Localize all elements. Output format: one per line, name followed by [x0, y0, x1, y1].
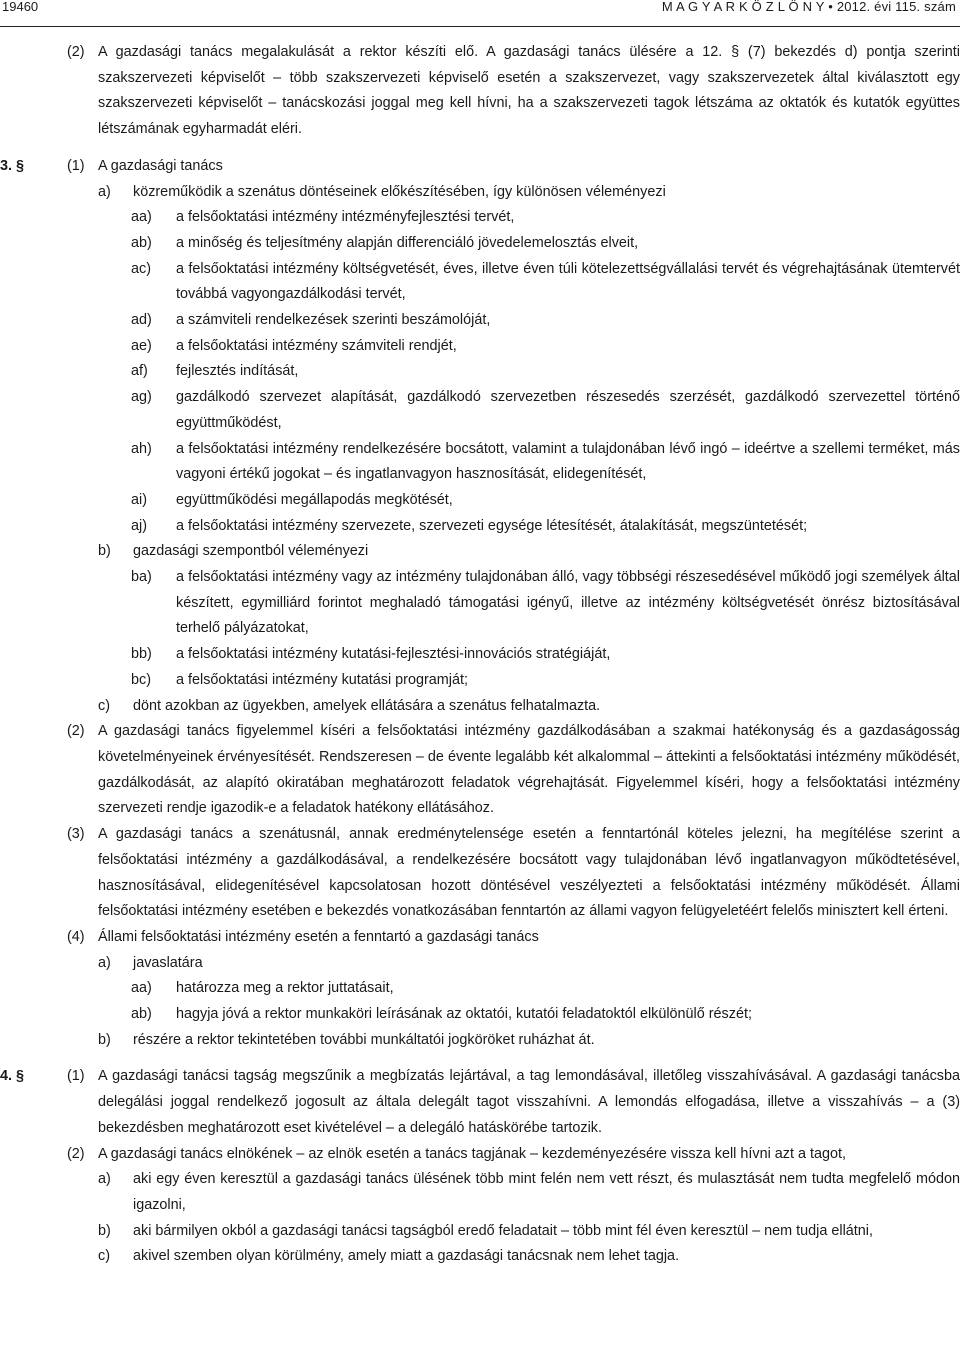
item-label: b): [98, 1222, 111, 1239]
item-label: (2): [67, 723, 85, 740]
section-number: 3. §: [0, 157, 25, 174]
item-text: A gazdasági tanács elnökének – az elnök esetén a tanács tagjának – kezdeményezésére vissza kell hívni azt a tagot,: [98, 1145, 846, 1162]
item-text: A gazdasági tanács megalakulását a rektor készíti elő. A gazdasági tanács ülésére a 12. § (7) bekezdés d) pontja szerinti szakszervezeti képviselőt – több szakszervezeti képviselő esetén a szakszervezet, vagy szakszervezetek által kiválasztott egy szakszervezeti képviselőt – tanácskozási joggal meg kell hívni, ha a szakszervezeti tagok létszáma az oktatók és kutatók együttes létszámának egyharmadát eléri.: [98, 44, 960, 138]
item-text: dönt azokban az ügyekben, amelyek ellátására a szenátus felhatalmazta.: [133, 697, 601, 714]
item-text: a felsőoktatási intézmény intézményfejlesztési tervét,: [176, 209, 515, 226]
section-gap: [0, 1053, 960, 1064]
list-item: [0, 1167, 960, 1218]
item-label: (3): [67, 826, 85, 843]
item-text: a felsőoktatási intézmény költségvetését, éves, illetve éven túli kötelezettségvállalási tervét és végrehajtásának ütemtervét továbbá vagyongazdálkodási tervét,: [176, 260, 960, 303]
item-text: a felsőoktatási intézmény vagy az intézmény tulajdonában álló, vagy többségi részesedésével működő jogi személyek által készített, egymilliárd forintot meghaladó támogatási igényű, illetve az intézmény költségvetését önrész biztosításával terhelő pályázatokat,: [176, 569, 960, 637]
document-body: [0, 40, 960, 1270]
sub-list-item: [0, 488, 960, 514]
page-number: 19460: [2, 0, 39, 14]
item-text: a felsőoktatási intézmény kutatási programját;: [176, 671, 468, 688]
paragraph: [0, 1064, 960, 1141]
sub-list-item: [0, 385, 960, 436]
item-label: ag): [131, 389, 152, 406]
item-label: (1): [67, 1068, 85, 1085]
item-text: határozza meg a rektor juttatásait,: [176, 980, 394, 997]
item-label: a): [98, 1171, 111, 1188]
item-text: aki bármilyen okból a gazdasági tanácsi tagságból eredő feladatait – több mint fél éven keresztül – nem tudja ellátni,: [133, 1222, 873, 1239]
item-label: ab): [131, 1006, 152, 1023]
section: [0, 154, 960, 1054]
item-text: aki egy éven keresztül a gazdasági tanács ülésének több mint felén nem vett részt, és mulasztását nem tudta megfelelő módon igazolni,: [133, 1171, 960, 1213]
page-header: [0, 0, 960, 27]
sub-list-item: [0, 1002, 960, 1028]
sub-list-item: [0, 257, 960, 308]
item-label: (2): [67, 44, 85, 60]
item-label: af): [131, 363, 148, 380]
item-text: a felsőoktatási intézmény rendelkezésére bocsátott, valamint a tulajdonában lévő ingó – ideértve a szellemi terméket, más vagyoni értékű jogokat – és ingatlanvagyon hasznosítását, elidegenítését,: [176, 440, 960, 483]
item-text: a számviteli rendelkezések szerinti beszámolóját,: [176, 312, 491, 329]
paragraph: [0, 1142, 960, 1168]
sub-list-item: [0, 514, 960, 540]
item-label: ai): [131, 491, 147, 508]
item-label: (2): [67, 1145, 85, 1162]
item-label: aa): [131, 980, 152, 997]
sub-list-item: [0, 642, 960, 668]
paragraph: [0, 40, 960, 143]
item-text: A gazdasági tanácsi tagság megszűnik a megbízatás lejártával, a tag lemondásával, illetőleg visszahívásával. A gazdasági tanácsba delegálási joggal rendelkező jogosult az általa delegált tagot visszahívni. A lemondás elfogadása, illetve a visszahívás – a (3) bekezdésben meghatározott eset kivételével – a delegáló hatáskörébe tartozik.: [98, 1068, 960, 1136]
list-item: [0, 1028, 960, 1054]
list-item: [0, 694, 960, 720]
list-item: [0, 951, 960, 977]
item-label: ac): [131, 260, 151, 277]
item-label: aj): [131, 517, 147, 534]
sub-list-item: [0, 231, 960, 257]
item-text: A gazdasági tanács a szenátusnál, annak eredménytelensége esetén a fenntartónál köteles jelezni, ha megítélése szerint a felsőoktatási intézmény a gazdálkodásával, a rendelkezésére bocsátott vagy tulajdonában lévő ingatlanvagyon működtetésével, hasznosításával, elidegenítésével kapcsolatosan hozott döntésével veszélyezteti a felsőoktatási intézmény működését. Állami felsőoktatási intézmény esetében e bekezdés vonatkozásában fenntartón az állami vagyon felügyeletéért felelős minisztert kell érteni.: [98, 826, 960, 920]
paragraph: [0, 925, 960, 951]
list-item: [0, 1244, 960, 1270]
section: [0, 1064, 960, 1270]
item-text: fejlesztés indítását,: [176, 363, 299, 380]
item-text: javaslatára: [133, 954, 203, 971]
item-text: A gazdasági tanács figyelemmel kíséri a felsőoktatási intézmény gazdálkodásában a szakmai hatékonyság és a gazdaságosság követelményeinek érvényesítését. Rendszeresen – de évente legalább két alkalommal – áttekinti a felsőoktatási intézmény működését, gazdálkodását, az alapító okiratában meghatározott feladatok végrehajtását. Figyelemmel kíséri, hogy a felsőoktatási intézmény szervezeti rendje igazodik-e a feladatok hatékony ellátásához.: [98, 723, 960, 817]
item-label: b): [98, 543, 111, 560]
sub-list-item: [0, 668, 960, 694]
journal-title: M A G Y A R K Ö Z L Ö N Y • 2012. évi 115. szám: [661, 0, 956, 14]
section-gap: [0, 143, 960, 154]
item-text: A gazdasági tanács: [98, 157, 223, 174]
item-label: bb): [131, 646, 152, 663]
item-text: a felsőoktatási intézmény szervezete, szervezeti egysége létesítését, átalakítását, megszüntetését;: [176, 517, 808, 534]
item-label: c): [98, 697, 110, 714]
item-text: együttműködési megállapodás megkötését,: [176, 491, 453, 508]
paragraph: [0, 822, 960, 925]
section: [0, 40, 960, 143]
item-label: (4): [67, 928, 85, 945]
item-text: a felsőoktatási intézmény kutatási-fejlesztési-innovációs stratégiáját,: [176, 646, 611, 663]
sub-list-item: [0, 205, 960, 231]
item-label: ad): [131, 312, 152, 329]
item-label: a): [98, 954, 111, 971]
item-text: közreműködik a szenátus döntéseinek előkészítésében, így különösen véleményezi: [133, 183, 666, 200]
sub-list-item: [0, 359, 960, 385]
item-text: gazdasági szempontból véleményezi: [133, 543, 369, 560]
item-label: aa): [131, 209, 152, 226]
item-text: gazdálkodó szervezet alapítását, gazdálkodó szervezetben részesedés szerzését, gazdálkodó szervezettel történő együttműködést,: [176, 389, 960, 431]
item-label: b): [98, 1031, 111, 1048]
item-label: ba): [131, 569, 152, 586]
item-label: ae): [131, 337, 152, 354]
item-label: bc): [131, 671, 151, 688]
item-text: a felsőoktatási intézmény számviteli rendjét,: [176, 337, 457, 354]
item-label: ab): [131, 234, 152, 251]
sub-list-item: [0, 976, 960, 1002]
item-text: akivel szemben olyan körülmény, amely miatt a gazdasági tanácsnak nem lehet tagja.: [133, 1248, 680, 1265]
item-text: a minőség és teljesítmény alapján differenciáló jövedelemelosztás elveit,: [176, 234, 639, 251]
list-item: [0, 180, 960, 206]
item-text: Állami felsőoktatási intézmény esetén a fenntartó a gazdasági tanács: [98, 928, 539, 945]
item-label: ah): [131, 440, 152, 457]
sub-list-item: [0, 334, 960, 360]
sub-list-item: [0, 565, 960, 642]
paragraph: [0, 154, 960, 180]
item-text: részére a rektor tekintetében további munkáltatói jogköröket ruházhat át.: [133, 1031, 595, 1048]
list-item: [0, 539, 960, 565]
list-item: [0, 1219, 960, 1245]
item-label: (1): [67, 157, 85, 174]
section-number: 4. §: [0, 1068, 25, 1085]
sub-list-item: [0, 308, 960, 334]
sub-list-item: [0, 437, 960, 488]
item-text: hagyja jóvá a rektor munkaköri leírásának az oktatói, kutatói feladatoktól elkülönülő részét;: [176, 1006, 752, 1023]
item-label: a): [98, 183, 111, 200]
paragraph: [0, 719, 960, 822]
item-label: c): [98, 1248, 110, 1265]
